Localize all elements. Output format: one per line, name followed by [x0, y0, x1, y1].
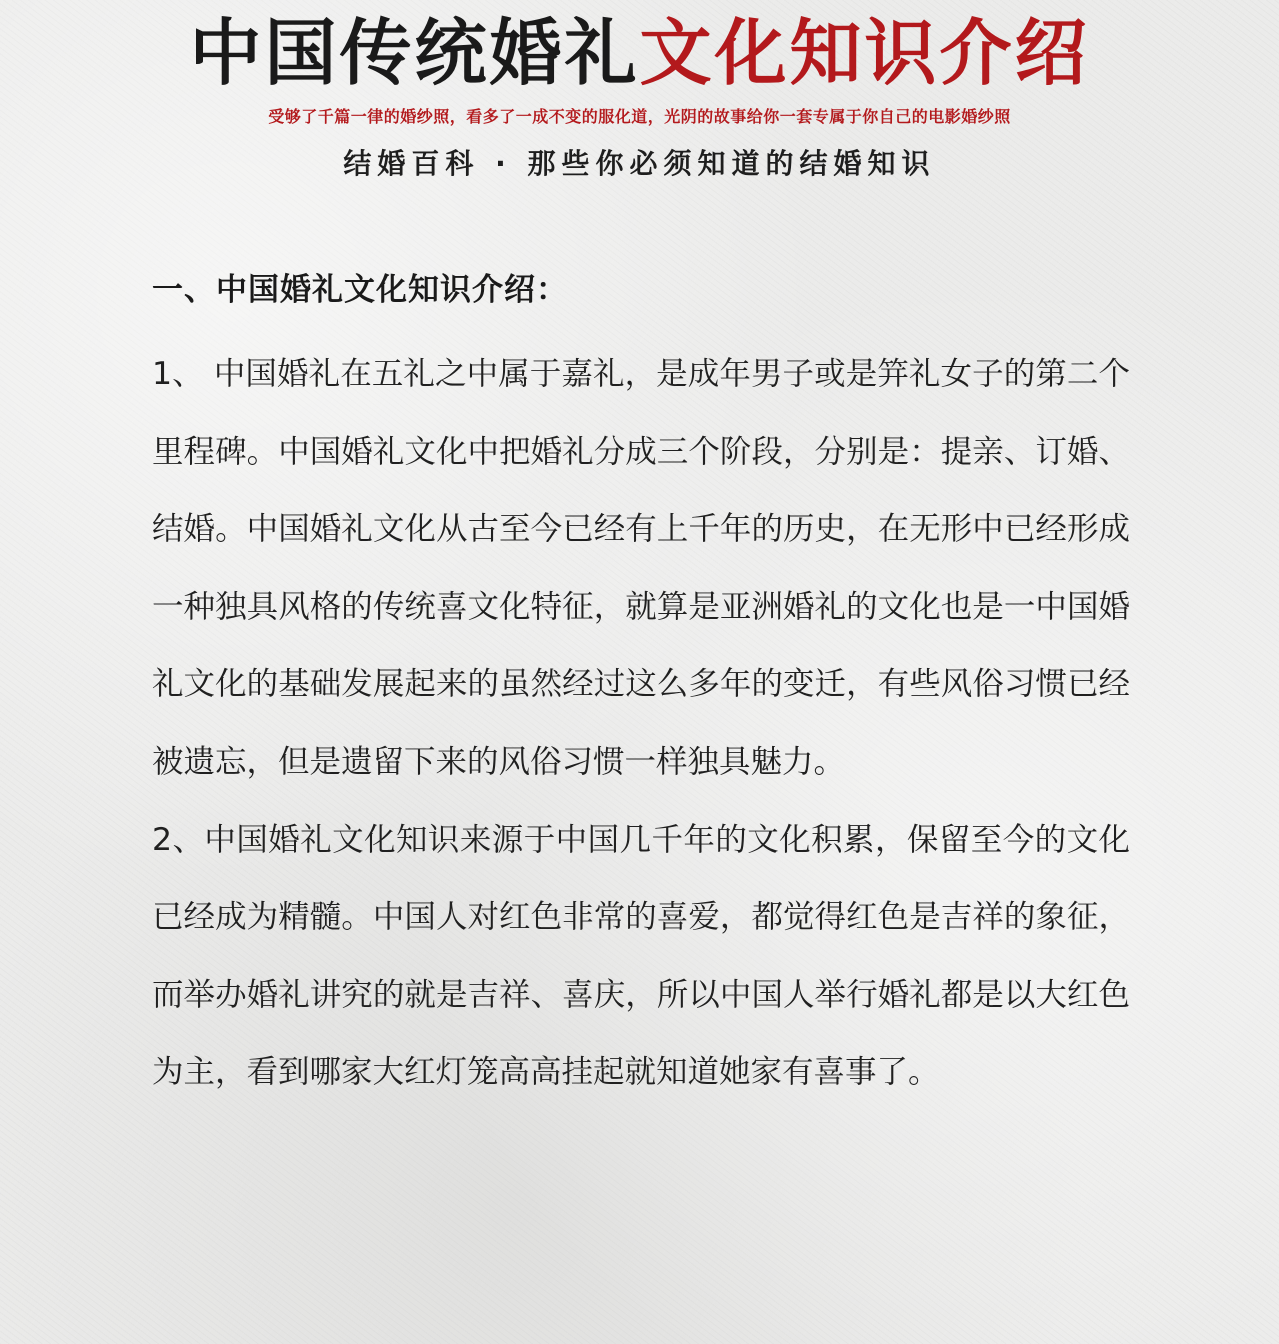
section-heading: 一、中国婚礼文化知识介绍：: [152, 272, 568, 308]
title-red-part: 文化知识介绍: [639, 11, 1090, 95]
page-title: [0, 10, 1279, 96]
title-black-part: 中国传统婚礼: [189, 11, 640, 95]
subtitle: 结婚百科 · 那些你必须知道的结婚知识: [343, 147, 936, 180]
paragraph-1: 1、 中国婚礼在五礼之中属于嘉礼，是成年男子或是笄礼女子的第二个里程碑。中国婚礼文化中把婚礼分成三个阶段，分别是：提亲、订婚、结婚。中国婚礼文化从古至今已经有上千年的历史，在无形中已经形成一种独具风格的传统喜文化特征，就算是亚洲婚礼的文化也是一中国婚礼文化的基础发展起来的虽然经过这么多年的变迁，有些风俗习惯已经被遗忘，但是遗留下来的风俗习惯一样独具魅力。: [152, 356, 1130, 780]
paragraph-2: 2、中国婚礼文化知识来源于中国几千年的文化积累，保留至今的文化已经成为精髓。中国人对红色非常的喜爱，都觉得红色是吉祥的象征，而举办婚礼讲究的就是吉祥、喜庆，所以中国人举行婚礼都是以大红色为主，看到哪家大红灯笼高高挂起就知道她家有喜事了。: [152, 821, 1130, 1091]
article-body: [152, 262, 1130, 1112]
tagline: 受够了千篇一律的婚纱照，看多了一成不变的服化道，光阴的故事给你一套专属于你自己的电影婚纱照: [268, 107, 1011, 126]
